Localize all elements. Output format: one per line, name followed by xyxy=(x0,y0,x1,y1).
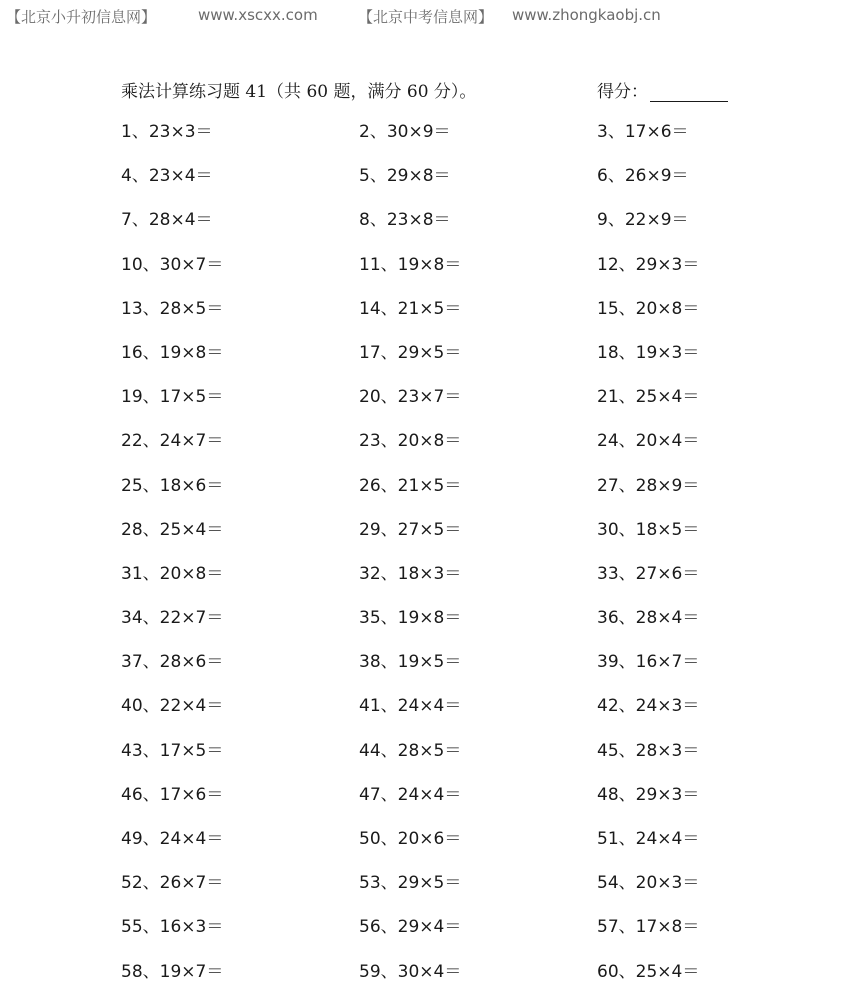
problem-item: 32、18×3＝ xyxy=(359,563,462,584)
problem-item: 52、26×7＝ xyxy=(121,873,224,894)
problem-item: 7、28×4＝ xyxy=(121,210,213,231)
problem-item: 58、19×7＝ xyxy=(121,961,224,982)
problem-item: 48、29×3＝ xyxy=(597,784,700,805)
problem-item: 13、28×5＝ xyxy=(121,298,224,319)
problem-item: 34、22×7＝ xyxy=(121,608,224,629)
problem-item: 44、28×5＝ xyxy=(359,740,462,761)
problem-item: 19、17×5＝ xyxy=(121,387,224,408)
problem-item: 24、20×4＝ xyxy=(597,431,700,452)
problem-item: 2、30×9＝ xyxy=(359,122,451,142)
problem-item: 42、24×3＝ xyxy=(597,696,700,717)
problem-item: 46、17×6＝ xyxy=(121,784,224,805)
problem-item: 56、29×4＝ xyxy=(359,917,462,938)
problem-item: 57、17×8＝ xyxy=(597,917,700,938)
problem-item: 33、27×6＝ xyxy=(597,563,700,584)
problem-item: 59、30×4＝ xyxy=(359,961,462,982)
problem-item: 15、20×8＝ xyxy=(597,298,700,319)
problem-item: 38、19×5＝ xyxy=(359,652,462,673)
site-url-zhongkao[interactable]: www.zhongkaobj.cn xyxy=(512,6,661,24)
problem-item: 47、24×4＝ xyxy=(359,784,462,805)
problem-item: 27、28×9＝ xyxy=(597,475,700,496)
problem-item: 3、17×6＝ xyxy=(597,122,689,142)
problem-item: 40、22×4＝ xyxy=(121,696,224,717)
site-name-zhongkao: 【北京中考信息网】 xyxy=(358,8,494,26)
score-blank-line xyxy=(650,83,728,102)
problem-item: 29、27×5＝ xyxy=(359,519,462,540)
problem-item: 20、23×7＝ xyxy=(359,387,462,408)
problem-item: 51、24×4＝ xyxy=(597,829,700,849)
problem-item: 39、16×7＝ xyxy=(597,652,700,673)
problem-item: 11、19×8＝ xyxy=(359,254,462,275)
problem-item: 31、20×8＝ xyxy=(121,563,224,584)
problem-item: 5、29×8＝ xyxy=(359,166,451,187)
problem-item: 53、29×5＝ xyxy=(359,873,462,894)
problem-item: 55、16×3＝ xyxy=(121,917,224,938)
problem-item: 43、17×5＝ xyxy=(121,740,224,761)
problem-item: 49、24×4＝ xyxy=(121,829,224,849)
problem-item: 41、24×4＝ xyxy=(359,696,462,717)
problem-item: 17、29×5＝ xyxy=(359,342,462,363)
site-name-xsc: 【北京小升初信息网】 xyxy=(6,8,157,26)
problem-item: 21、25×4＝ xyxy=(597,387,700,408)
problem-item: 37、28×6＝ xyxy=(121,652,224,673)
worksheet-title: 乘法计算练习题 41（共 60 题，满分 60 分）。 xyxy=(121,82,477,102)
problem-item: 14、21×5＝ xyxy=(359,298,462,319)
problem-item: 28、25×4＝ xyxy=(121,519,224,540)
problem-item: 8、23×8＝ xyxy=(359,210,451,231)
site-url-xsc[interactable]: www.xscxx.com xyxy=(198,6,318,24)
problem-item: 45、28×3＝ xyxy=(597,740,700,761)
problem-item: 6、26×9＝ xyxy=(597,166,689,187)
problem-item: 10、30×7＝ xyxy=(121,254,224,275)
score-field xyxy=(597,77,728,102)
problem-item: 50、20×6＝ xyxy=(359,829,462,849)
problem-item: 23、20×8＝ xyxy=(359,431,462,452)
problem-item: 60、25×4＝ xyxy=(597,961,700,982)
problem-item: 16、19×8＝ xyxy=(121,342,224,363)
problem-item: 9、22×9＝ xyxy=(597,210,689,231)
problem-item: 30、18×5＝ xyxy=(597,519,700,540)
problem-item: 35、19×8＝ xyxy=(359,608,462,629)
problem-item: 54、20×3＝ xyxy=(597,873,700,894)
problem-item: 1、23×3＝ xyxy=(121,122,213,142)
problem-item: 36、28×4＝ xyxy=(597,608,700,629)
problem-item: 26、21×5＝ xyxy=(359,475,462,496)
problem-item: 22、24×7＝ xyxy=(121,431,224,452)
problem-item: 18、19×3＝ xyxy=(597,342,700,363)
problem-item: 25、18×6＝ xyxy=(121,475,224,496)
problem-grid xyxy=(121,118,841,1002)
problem-item: 4、23×4＝ xyxy=(121,166,213,187)
score-label: 得分： xyxy=(597,82,648,102)
problem-item: 12、29×3＝ xyxy=(597,254,700,275)
